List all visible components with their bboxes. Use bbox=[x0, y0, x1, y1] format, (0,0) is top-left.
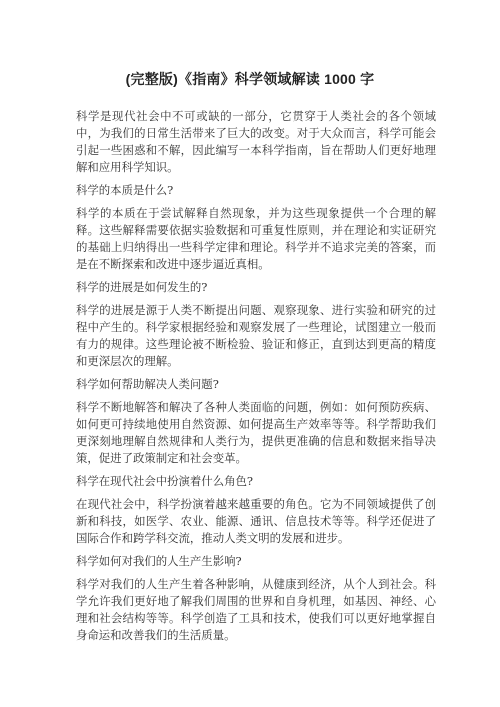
section-heading-life: 科学如何对我们的人生产生影响? bbox=[76, 554, 242, 568]
section-heading-role: 科学在现代社会中扮演着什么角色? bbox=[76, 474, 253, 488]
section-heading-essence: 科学的本质是什么? bbox=[76, 183, 174, 197]
intro-paragraph: 科学是现代社会中不可或缺的一部分，它贯穿于人类社会的各个领域中，为我们的日常生活带来了巨大的改变。对于大众而言，科学可能会引起一些困惑和不解，因此编写一本科学指南，旨在帮助人们更好地理解和应用科学知识。 bbox=[76, 109, 436, 174]
section-heading-progress: 科学的进展是如何发生的? bbox=[76, 280, 208, 294]
paragraph-essence: 科学的本质在于尝试解释自然现象，并为这些现象提供一个合理的解释。这些解释需要依据实验数据和可重复性原则，并在理论和实证研究的基础上归纳得出一些科学定律和理论。科学并不追求完美的答案，而是在不断探索和改进中逐步逼近真相。 bbox=[76, 206, 436, 271]
document-body bbox=[76, 108, 436, 650]
paragraph-progress: 科学的进展是源于人类不断提出问题、观察现象、进行实验和研究的过程中产生的。科学家根据经验和观察发展了一些理论，试图建立一般而有力的规律。这些理论被不断检验、验证和修正，直到达到更高的精度和更深层次的理解。 bbox=[76, 303, 436, 368]
document-title: (完整版)《指南》科学领域解读 1000 字 bbox=[125, 71, 375, 87]
paragraph-problems: 科学不断地解答和解决了各种人类面临的问题，例如：如何预防疾病、如何更可持续地使用自然资源、如何提高生产效率等等。科学帮助我们更深刻地理解自然规律和人类行为，提供更准确的信息和数据来指导决策，促进了政策制定和社会变革。 bbox=[76, 400, 436, 465]
paragraph-life: 科学对我们的人生产生着各种影响，从健康到经济，从个人到社会。科学允许我们更好地了解我们周围的世界和自身机理，如基因、神经、心理和社会结构等等。科学创造了工具和技术，使我们可以更好地掌握自身命运和改善我们的生活质量。 bbox=[76, 577, 436, 642]
paragraph-role: 在现代社会中，科学扮演着越来越重要的角色。它为不同领域提供了创新和科技，如医学、农业、能源、通讯、信息技术等等。科学还促进了国际合作和跨学科交流，推动人类文明的发展和进步。 bbox=[76, 497, 436, 545]
section-heading-problems: 科学如何帮助解决人类问题? bbox=[76, 377, 219, 391]
